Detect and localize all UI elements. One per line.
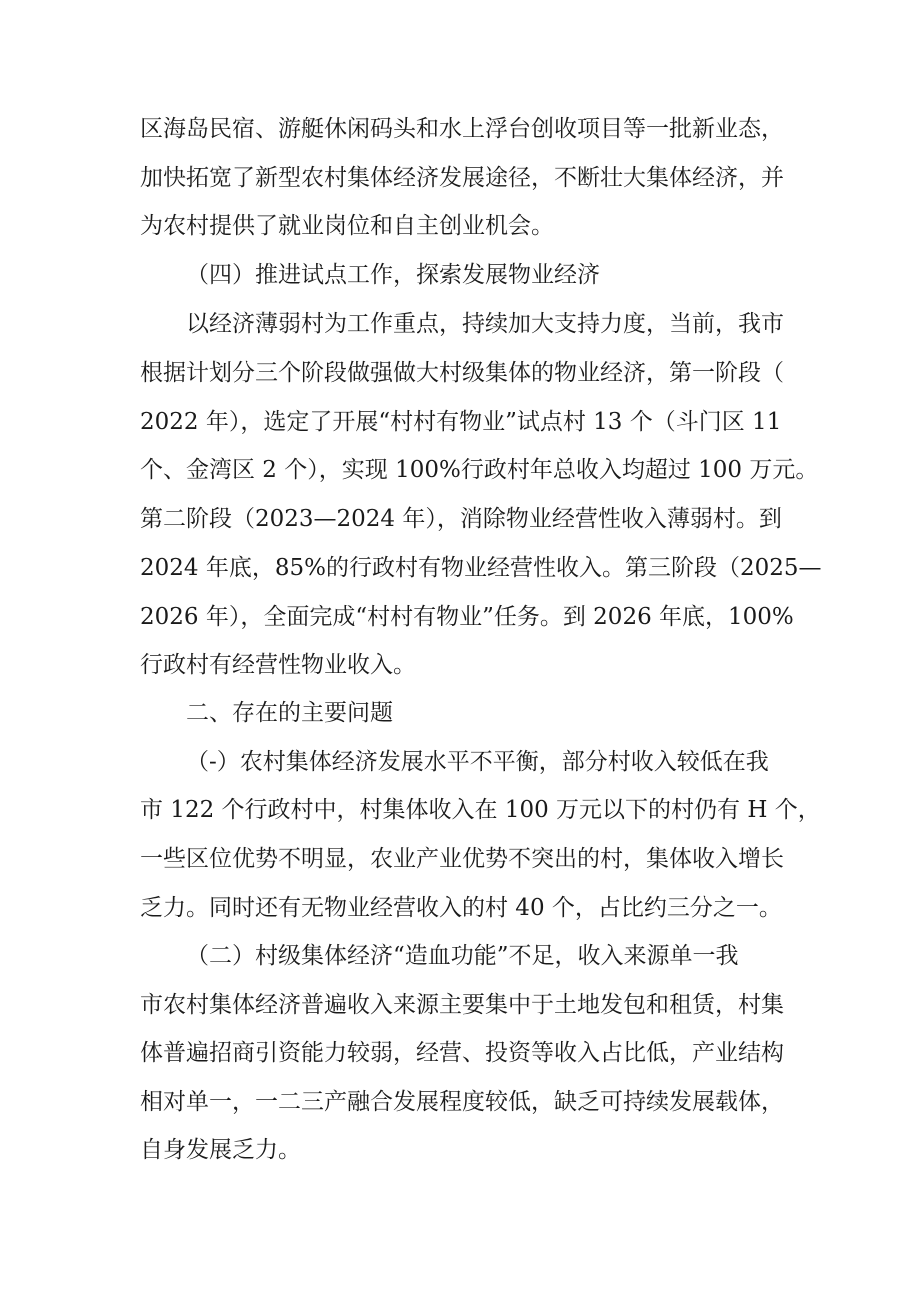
text-line: 以经济薄弱村为工作重点，持续加大支持力度，当前，我市 [186, 311, 784, 337]
text-line: 行政村有经营性物业收入。 [140, 652, 416, 678]
text-line: 第二阶段（2023—2024 年），消除物业经营性收入薄弱村。到 [140, 506, 782, 532]
text-line: 为农村提供了就业岗位和自主创业机会。 [140, 213, 554, 239]
text-line: 自身发展乏力。 [140, 1137, 301, 1163]
text-line: 体普遍招商引资能力较弱，经营、投资等收入占比低，产业结构 [140, 1040, 784, 1066]
text-line: 市农村集体经济普遍收入来源主要集中于土地发包和租赁，村集 [140, 992, 784, 1018]
subsection-heading: （二）村级集体经济“造血功能”不足，收入来源单一我 [186, 943, 739, 969]
text-line: 加快拓宽了新型农村集体经济发展途径，不断壮大集体经济，并 [140, 165, 784, 191]
text-line: 根据计划分三个阶段做强做大村级集体的物业经济，第一阶段（ [140, 360, 784, 386]
subsection-heading: （-）农村集体经济发展水平不平衡，部分村收入较低在我 [186, 749, 769, 775]
text-line: 2022 年），选定了开展“村村有物业”试点村 13 个（斗门区 11 [140, 409, 782, 435]
text-line: 2024 年底，85%的行政村有物业经营性收入。第三阶段（2025— [140, 555, 822, 581]
section-heading: （四）推进试点工作，探索发展物业经济 [186, 262, 600, 288]
text-line: 区海岛民宿、游艇休闲码头和水上浮台创收项目等一批新业态， [140, 116, 784, 142]
text-line: 一些区位优势不明显，农业产业优势不突出的村，集体收入增长 [140, 846, 784, 872]
text-line: 2026 年），全面完成“村村有物业”任务。到 2026 年底，100% [140, 604, 794, 630]
section-heading: 二、存在的主要问题 [186, 700, 393, 726]
text-line: 个、金湾区 2 个），实现 100%行政村年总收入均超过 100 万元。 [140, 457, 819, 483]
text-line: 市 122 个行政村中，村集体收入在 100 万元以下的村仍有 H 个， [140, 797, 821, 823]
text-line: 相对单一，一二三产融合发展程度较低，缺乏可持续发展载体， [140, 1089, 784, 1115]
text-line: 乏力。同时还有无物业经营收入的村 40 个，占比约三分之一。 [140, 895, 782, 921]
